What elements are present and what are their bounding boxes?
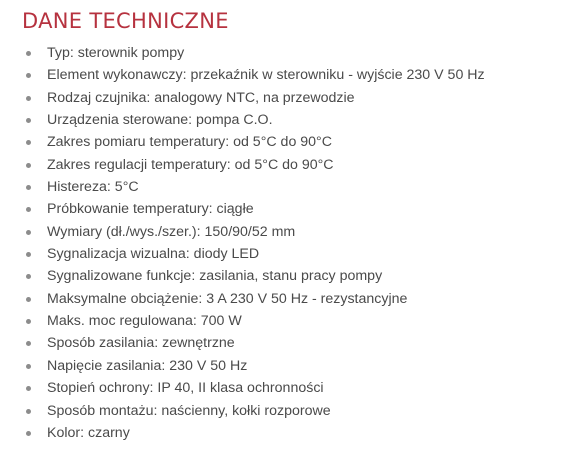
spec-text: Próbkowanie temperatury: ciągłe (47, 201, 254, 218)
bullet-icon (26, 185, 31, 190)
spec-text: Rodzaj czujnika: analogowy NTC, na przewodzie (47, 89, 355, 106)
spec-text: Maks. moc regulowana: 700 W (47, 313, 242, 330)
bullet-icon (26, 341, 31, 346)
spec-text: Zakres pomiaru temperatury: od 5°C do 90°C (47, 134, 332, 151)
bullet-icon (26, 73, 31, 78)
spec-text: Kolor: czarny (47, 424, 130, 441)
spec-text: Stopień ochrony: IP 40, II klasa ochronności (47, 380, 324, 397)
bullet-icon (26, 96, 31, 101)
bullet-icon (26, 163, 31, 168)
spec-text: Element wykonawczy: przekaźnik w sterowniku - wyjście 230 V 50 Hz (47, 67, 485, 84)
spec-text: Histereza: 5°C (47, 179, 139, 196)
spec-item (24, 332, 485, 354)
bullet-icon (26, 431, 31, 436)
spec-text: Sygnalizacja wizualna: diody LED (47, 246, 260, 263)
section-heading: DANE TECHNICZNE (22, 9, 229, 33)
spec-item (24, 422, 485, 444)
spec-text: Sygnalizowane funkcje: zasilania, stanu pracy pompy (47, 268, 383, 285)
spec-item (24, 288, 485, 310)
spec-item (24, 310, 485, 332)
bullet-icon (26, 118, 31, 123)
spec-item (24, 198, 485, 220)
bullet-icon (26, 386, 31, 391)
spec-text: Typ: sterownik pompy (47, 45, 185, 61)
spec-item (24, 176, 485, 198)
bullet-icon (26, 297, 31, 302)
spec-list (24, 42, 485, 444)
bullet-icon (26, 51, 31, 56)
bullet-icon (26, 319, 31, 324)
spec-item (24, 109, 485, 131)
bullet-icon (26, 274, 31, 279)
bullet-icon (26, 409, 31, 414)
spec-text: Urządzenia sterowane: pompa C.O. (47, 112, 273, 129)
spec-item (24, 221, 485, 243)
spec-text: Wymiary (dł./wys./szer.): 150/90/52 mm (47, 223, 296, 240)
bullet-icon (26, 364, 31, 369)
spec-item (24, 42, 485, 64)
bullet-icon (26, 140, 31, 145)
spec-text: Sposób montażu: naścienny, kołki rozporowe (47, 402, 331, 419)
spec-text: Maksymalne obciążenie: 3 A 230 V 50 Hz - rezystancyjne (47, 290, 408, 307)
spec-item (24, 265, 485, 287)
spec-item (24, 154, 485, 176)
spec-item (24, 377, 485, 399)
spec-item (24, 355, 485, 377)
bullet-icon (26, 230, 31, 235)
spec-item (24, 87, 485, 109)
bullet-icon (26, 207, 31, 212)
spec-item (24, 64, 485, 86)
spec-item (24, 131, 485, 153)
spec-text: Sposób zasilania: zewnętrzne (47, 335, 235, 352)
spec-text: Napięcie zasilania: 230 V 50 Hz (47, 357, 248, 374)
spec-item (24, 243, 485, 265)
bullet-icon (26, 252, 31, 257)
spec-text: Zakres regulacji temperatury: od 5°C do 90°C (47, 156, 334, 173)
spec-item (24, 400, 485, 422)
